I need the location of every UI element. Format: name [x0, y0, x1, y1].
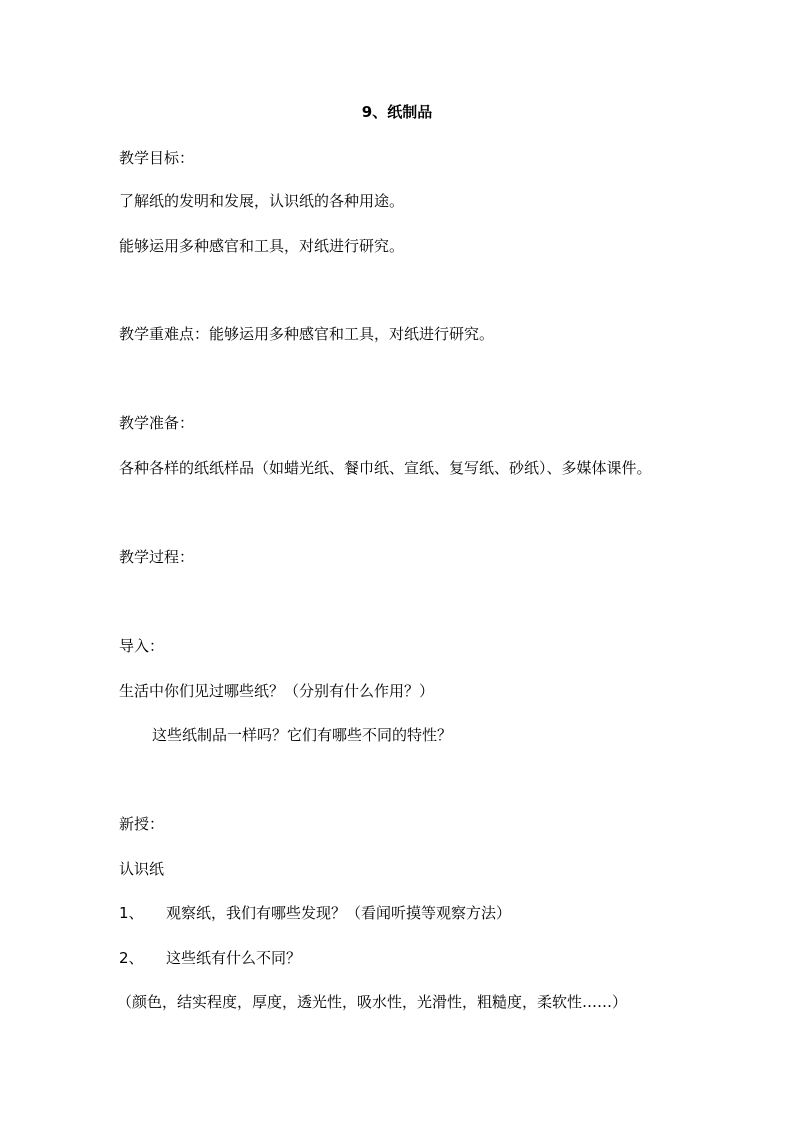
- item-2-number: 2、: [119, 949, 144, 967]
- page-title: 9、纸制品: [361, 103, 433, 121]
- goal-2: 能够运用多种感官和工具，对纸进行研究。: [119, 237, 405, 255]
- new-subheading: 认识纸: [119, 860, 165, 878]
- intro-question-1: 生活中你们见过哪些纸？（分别有什么作用？）: [119, 682, 435, 700]
- item-2-text: 这些纸有什么不同？: [166, 949, 302, 967]
- new-heading: 新授：: [119, 815, 165, 833]
- item-1-text: 观察纸，我们有哪些发现？（看闻听摸等观察方法）: [166, 904, 512, 922]
- key-points: 教学重难点：能够运用多种感官和工具，对纸进行研究。: [119, 325, 495, 343]
- process-heading: 教学过程：: [119, 548, 195, 566]
- intro-question-2: 这些纸制品一样吗？它们有哪些不同的特性？: [152, 726, 453, 744]
- prep-heading: 教学准备：: [119, 414, 195, 432]
- goal-1: 了解纸的发明和发展，认识纸的各种用途。: [119, 192, 405, 210]
- item-1-number: 1、: [119, 904, 144, 922]
- intro-heading: 导入：: [119, 637, 165, 655]
- item-2-detail: （颜色，结实程度，厚度，透光性，吸水性，光滑性，粗糙度，柔软性……）: [117, 993, 628, 1011]
- prep-text: 各种各样的纸纸样品（如蜡光纸、餐巾纸、宣纸、复写纸、砂纸）、多媒体课件。: [119, 459, 652, 477]
- goals-heading: 教学目标：: [119, 149, 195, 167]
